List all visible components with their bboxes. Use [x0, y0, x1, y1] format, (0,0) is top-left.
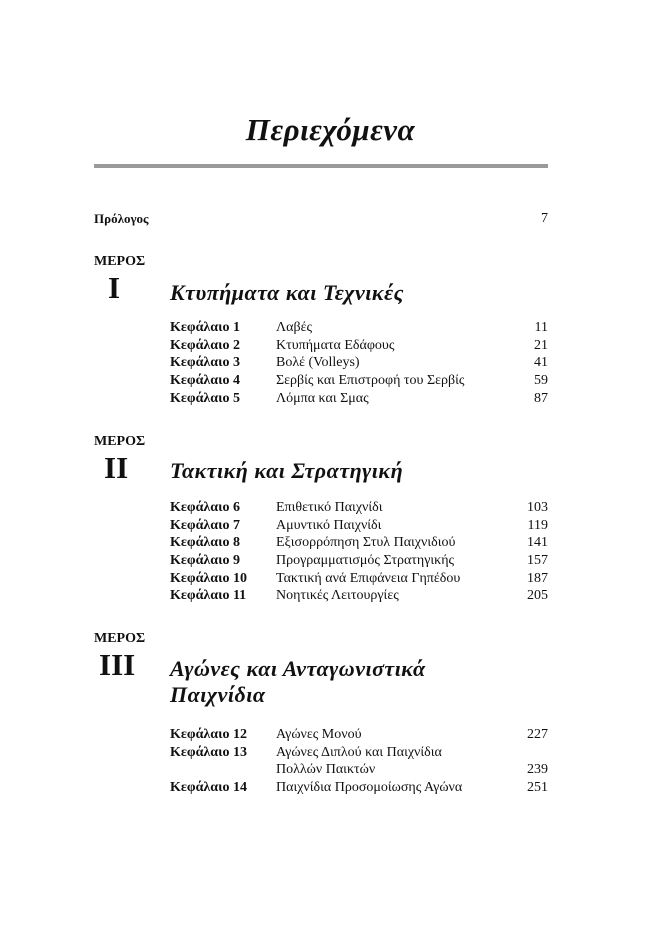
chapter-title: Πολλών Παικτών — [276, 762, 376, 778]
part-label: ΜΕΡΟΣ — [94, 434, 146, 449]
chapter-title: Εξισορρόπηση Στυλ Παιχνιδιού — [276, 535, 456, 551]
toc-entry-chapter[interactable] — [170, 319, 548, 337]
toc-entry-chapter[interactable] — [170, 337, 548, 355]
toc-entry-chapter[interactable] — [170, 779, 548, 797]
toc-entry-prologue[interactable] — [94, 211, 548, 227]
chapter-title: Προγραμματισμός Στρατηγικής — [276, 553, 455, 569]
toc-entry-chapter[interactable] — [170, 517, 548, 535]
toc-entry-chapter[interactable] — [170, 499, 548, 517]
chapter-title: Λαβές — [276, 320, 313, 335]
chapter-label: Κεφάλαιο 10 — [170, 570, 247, 586]
chapter-label: Κεφάλαιο 6 — [170, 500, 240, 515]
chapter-list — [170, 499, 548, 605]
chapter-label: Κεφάλαιο 12 — [170, 727, 247, 742]
part-title: Τακτική και Στρατηγική — [170, 458, 404, 483]
chapter-label: Κεφάλαιο 1 — [170, 320, 240, 335]
chapter-page: 227 — [527, 727, 548, 742]
part-numeral: III — [99, 647, 136, 682]
part-title: Κτυπήματα και Τεχνικές — [170, 280, 404, 305]
part-numeral: I — [108, 270, 121, 305]
chapter-label: Κεφάλαιο 3 — [170, 355, 240, 371]
toc-entry-chapter[interactable] — [170, 372, 548, 390]
chapter-page: 87 — [534, 390, 548, 406]
chapter-page: 205 — [527, 588, 548, 604]
chapter-page: 59 — [534, 373, 548, 389]
toc-entry-chapter[interactable] — [170, 587, 548, 605]
toc-entry-chapter[interactable] — [170, 761, 548, 779]
chapter-page: 157 — [527, 553, 548, 569]
part-title: Παιχνίδια — [170, 682, 266, 707]
chapter-page: 103 — [527, 500, 548, 515]
toc-entry-chapter[interactable] — [170, 744, 548, 762]
chapter-page: 11 — [534, 320, 548, 335]
chapter-title: Αγώνες Διπλού και Παιχνίδια — [276, 744, 442, 760]
chapter-label: Κεφάλαιο 2 — [170, 337, 240, 353]
part-title: Αγώνες και Ανταγωνιστικά — [170, 656, 426, 681]
chapter-label: Κεφάλαιο 11 — [170, 588, 247, 604]
toc-entry-chapter[interactable] — [170, 570, 548, 588]
chapter-label: Κεφάλαιο 9 — [170, 553, 240, 569]
chapter-title: Αμυντικό Παιχνίδι — [276, 517, 382, 533]
chapter-page: 187 — [527, 570, 548, 586]
chapter-title: Παιχνίδια Προσομοίωσης Αγώνα — [276, 780, 463, 796]
chapter-page: 119 — [527, 517, 548, 533]
chapter-label: Κεφάλαιο 14 — [170, 780, 247, 796]
chapter-label: Κεφάλαιο 5 — [170, 390, 240, 406]
title-divider — [94, 164, 548, 168]
chapter-title: Νοητικές Λειτουργίες — [276, 588, 399, 604]
chapter-title: Επιθετικό Παιχνίδι — [276, 500, 383, 515]
chapter-label: Κεφάλαιο 13 — [170, 744, 247, 760]
chapter-page: 239 — [527, 762, 548, 778]
toc-entry-chapter[interactable] — [170, 354, 548, 372]
part-numeral: II — [104, 450, 129, 485]
prologue-page: 7 — [541, 211, 548, 226]
toc-entry-chapter[interactable] — [170, 390, 548, 408]
chapter-title: Κτυπήματα Εδάφους — [276, 337, 395, 353]
prologue-label: Πρόλογος — [94, 211, 149, 226]
part-label: ΜΕΡΟΣ — [94, 631, 146, 646]
chapter-label: Κεφάλαιο 7 — [170, 517, 240, 533]
chapter-title: Αγώνες Μονού — [276, 727, 362, 742]
chapter-label: Κεφάλαιο 4 — [170, 373, 240, 389]
toc-entry-chapter[interactable] — [170, 726, 548, 744]
page-title: Περιεχόμενα — [245, 112, 416, 147]
chapter-list — [170, 726, 548, 797]
toc-entry-chapter[interactable] — [170, 552, 548, 570]
chapter-page: 251 — [527, 780, 548, 796]
chapter-label: Κεφάλαιο 8 — [170, 535, 240, 551]
chapter-page: 41 — [534, 355, 548, 371]
toc-entry-chapter[interactable] — [170, 534, 548, 552]
chapter-title: Τακτική ανά Επιφάνεια Γηπέδου — [276, 570, 461, 586]
chapter-title: Λόμπα και Σμας — [276, 390, 369, 406]
chapter-list — [170, 319, 548, 407]
chapter-page: 21 — [534, 337, 548, 353]
chapter-page: 141 — [527, 535, 548, 551]
chapter-title: Βολέ (Volleys) — [276, 355, 360, 371]
part-label: ΜΕΡΟΣ — [94, 254, 146, 269]
chapter-title: Σερβίς και Επιστροφή του Σερβίς — [276, 373, 465, 389]
